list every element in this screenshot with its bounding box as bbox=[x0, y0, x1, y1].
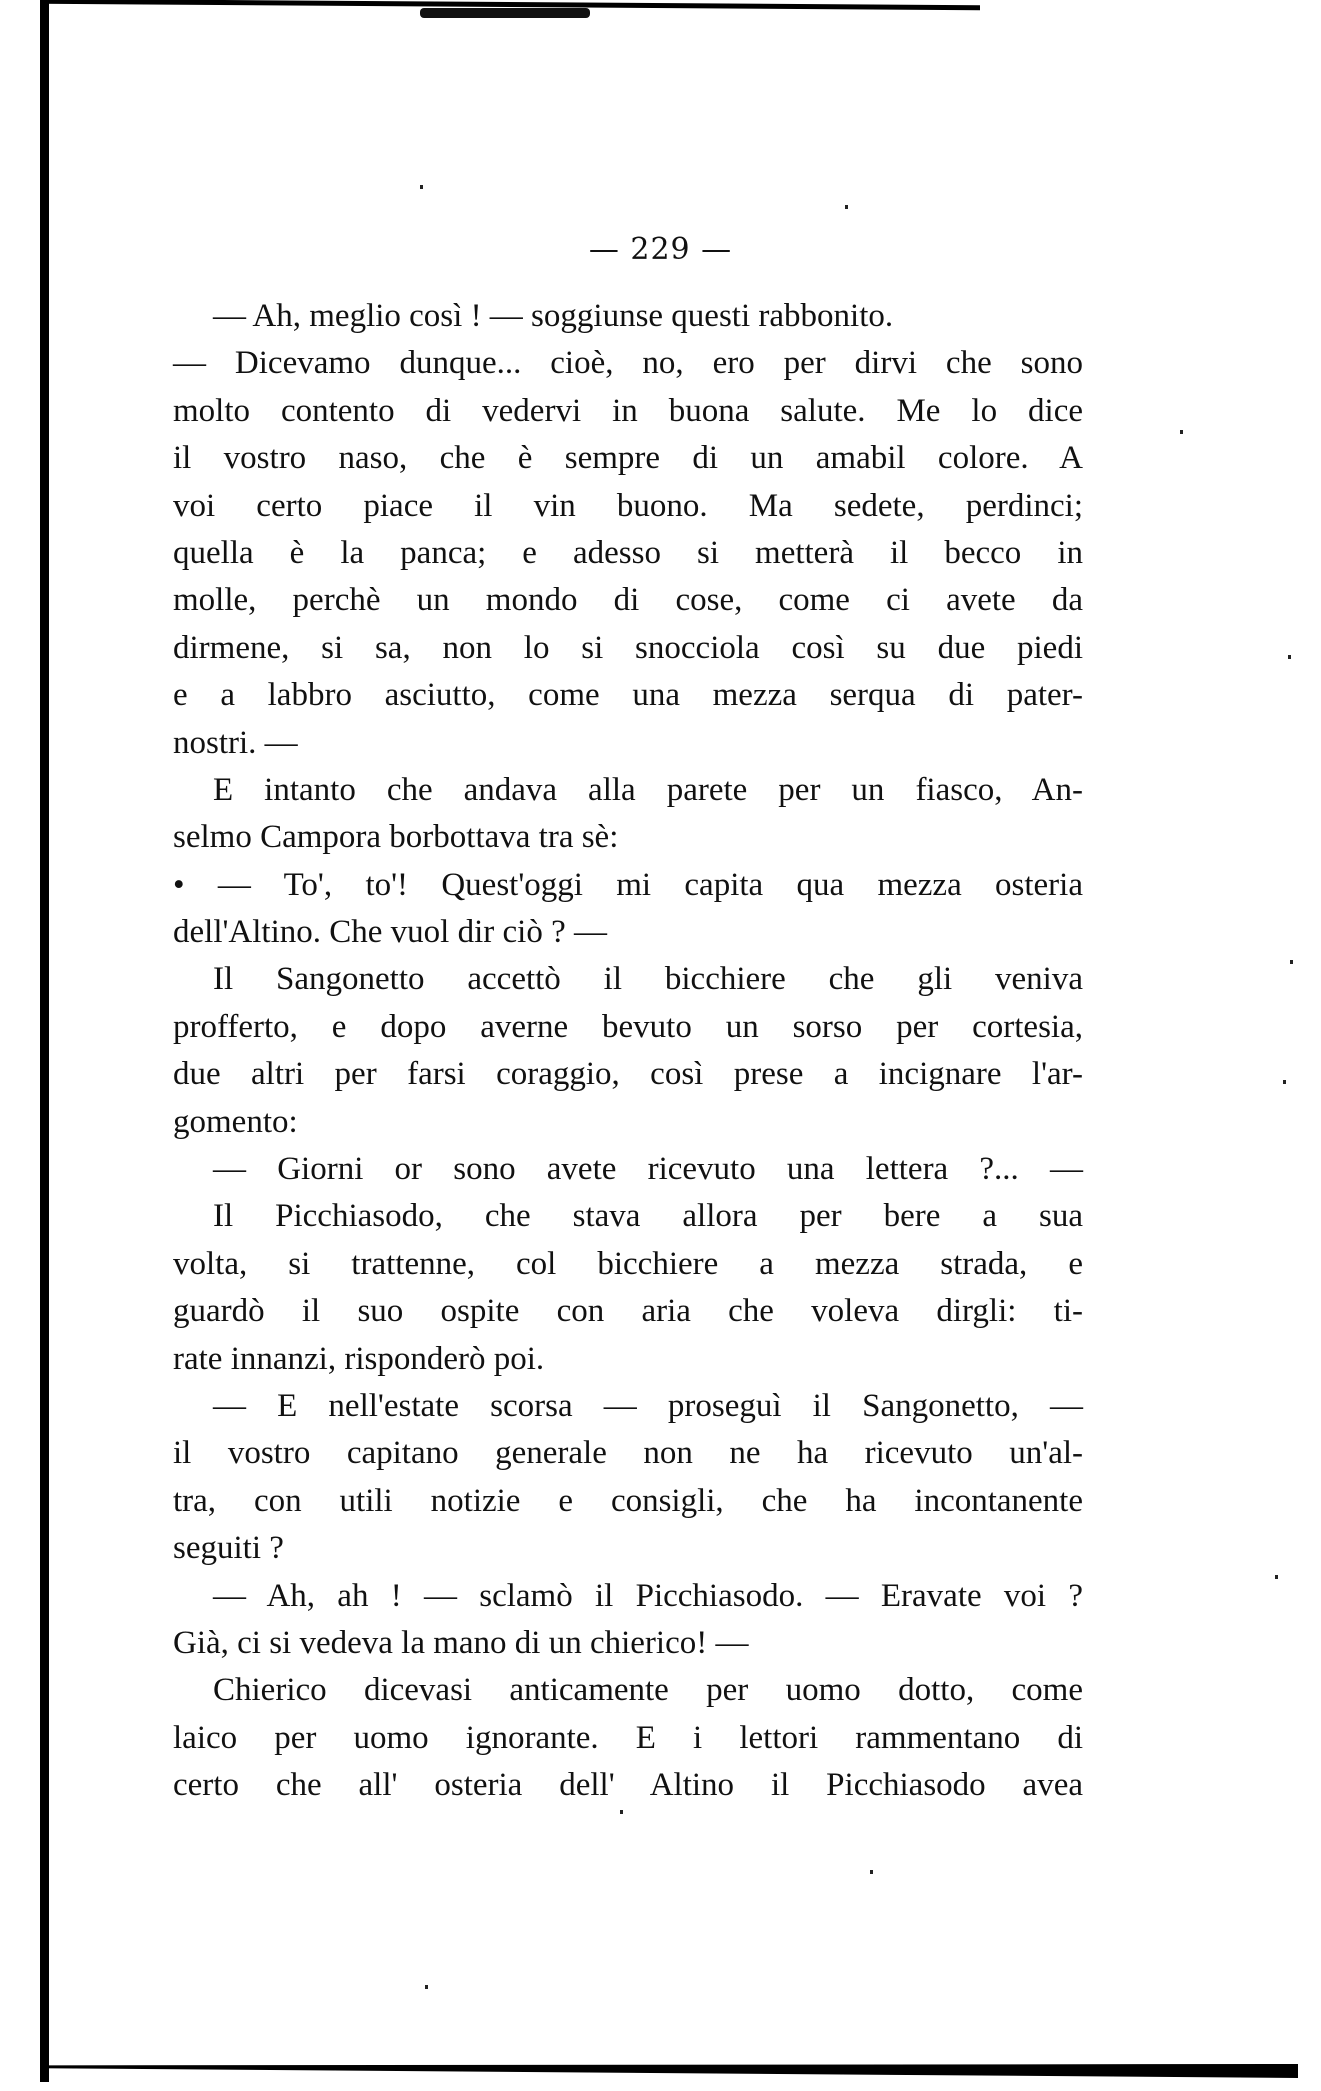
text-line: seguiti ? bbox=[173, 1530, 284, 1567]
scan-speck bbox=[1275, 1575, 1278, 1579]
text-line: il vostro capitano generale non ne ha ricevuto un'al- bbox=[173, 1435, 1083, 1472]
text-line: due altri per farsi coraggio, così prese a incignare l'ar- bbox=[173, 1056, 1083, 1093]
text-line: il vostro naso, che è sempre di un amabil colore. A bbox=[173, 440, 1083, 477]
text-line: laico per uomo ignorante. E i lettori rammentano di bbox=[173, 1719, 1083, 1756]
text-line: profferto, e dopo averne bevuto un sorso per cortesia, bbox=[173, 1008, 1083, 1045]
scan-bottom-edge bbox=[40, 2064, 1298, 2078]
text-line: — Dicevamo dunque... cioè, no, ero per dirvi che sono bbox=[173, 345, 1083, 382]
page-number: — 229 — bbox=[588, 232, 733, 267]
scan-speck bbox=[425, 1985, 428, 1989]
scan-speck bbox=[1288, 655, 1291, 659]
text-line: dirmene, si sa, non lo si snocciola così su due piedi bbox=[173, 629, 1083, 666]
text-line: certo che all' osteria dell' Altino il Picchiasodo avea bbox=[173, 1767, 1083, 1804]
scan-left-edge bbox=[40, 0, 49, 2082]
text-line: voi certo piace il vin buono. Ma sedete, perdinci; bbox=[173, 487, 1083, 524]
text-line: molle, perchè un mondo di cose, come ci avete da bbox=[173, 582, 1083, 619]
scan-speck bbox=[870, 1870, 873, 1874]
scan-top-smudge bbox=[420, 8, 590, 18]
text-line: Chierico dicevasi anticamente per uomo dotto, come bbox=[213, 1672, 1083, 1709]
text-line: • — To', to'! Quest'oggi mi capita qua mezza osteria bbox=[173, 866, 1083, 903]
text-line: Il Picchiasodo, che stava allora per bere a sua bbox=[213, 1198, 1083, 1235]
scan-speck bbox=[620, 1810, 623, 1814]
scan-speck bbox=[1283, 1080, 1286, 1084]
text-line: E intanto che andava alla parete per un fiasco, An- bbox=[213, 771, 1083, 808]
text-line: rate innanzi, risponderò poi. bbox=[173, 1340, 545, 1377]
text-line: Già, ci si vedeva la mano di un chierico! — bbox=[173, 1624, 749, 1661]
text-line: — E nell'estate scorsa — proseguì il Sangonetto, — bbox=[213, 1387, 1083, 1424]
text-line: — Ah, ah ! — sclamò il Picchiasodo. — Eravate voi ? bbox=[213, 1577, 1083, 1614]
text-line: molto contento di vedervi in buona salute. Me lo dice bbox=[173, 392, 1083, 429]
text-line: volta, si trattenne, col bicchiere a mezza strada, e bbox=[173, 1245, 1083, 1282]
text-line: guardò il suo ospite con aria che voleva dirgli: ti- bbox=[173, 1293, 1083, 1330]
text-line: e a labbro asciutto, come una mezza serqua di pater- bbox=[173, 677, 1083, 714]
text-line: — Giorni or sono avete ricevuto una lettera ?... — bbox=[213, 1151, 1083, 1188]
text-line: nostri. — bbox=[173, 724, 298, 761]
text-line: — Ah, meglio così ! — soggiunse questi rabbonito. bbox=[213, 298, 894, 334]
text-line: dell'Altino. Che vuol dir ciò ? — bbox=[173, 914, 607, 951]
text-line: tra, con utili notizie e consigli, che ha incontanente bbox=[173, 1482, 1083, 1519]
text-line: quella è la panca; e adesso si metterà il becco in bbox=[173, 534, 1083, 571]
scan-speck bbox=[420, 185, 423, 189]
scan-speck bbox=[1180, 430, 1183, 434]
text-line: Il Sangonetto accettò il bicchiere che gli veniva bbox=[213, 961, 1083, 998]
text-line: gomento: bbox=[173, 1103, 298, 1140]
text-line: selmo Campora borbottava tra sè: bbox=[173, 819, 619, 856]
scan-speck bbox=[1290, 960, 1293, 964]
body-text bbox=[173, 293, 1083, 1810]
scan-speck bbox=[845, 205, 848, 209]
